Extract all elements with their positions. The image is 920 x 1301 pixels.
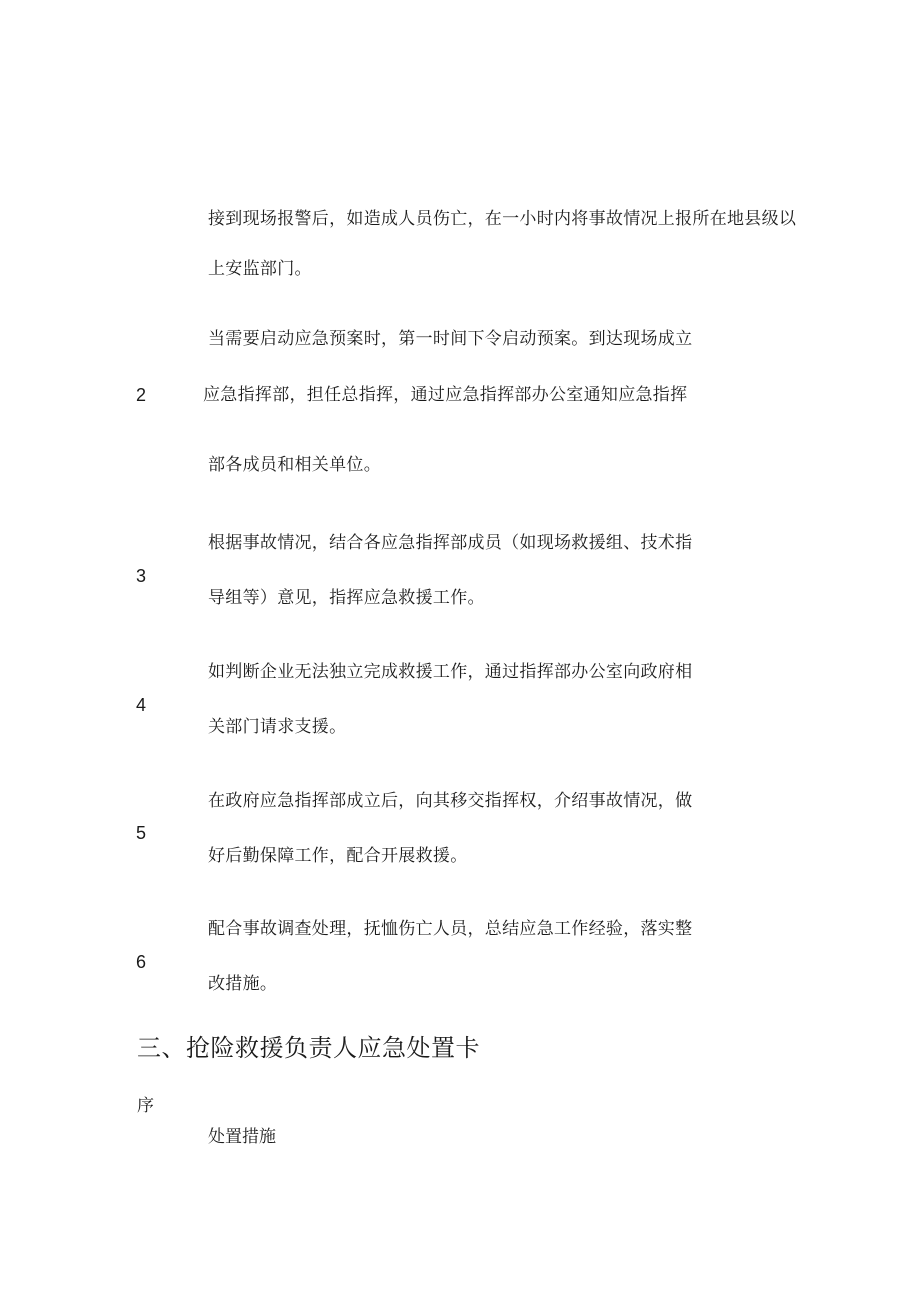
section-title: 三、抢险救援负责人应急处置卡	[137, 1034, 480, 1062]
row-6-number: 6	[136, 952, 147, 972]
row-4-line-2: 关部门请求支援。	[208, 717, 347, 737]
row-4-number: 4	[136, 695, 147, 715]
row-1-line-2: 上安监部门。	[208, 259, 312, 279]
row-6-line-1: 配合事故调查处理，抚恤伤亡人员，总结应急工作经验，落实整	[208, 919, 693, 939]
row-5-number: 5	[136, 823, 147, 843]
row-6-line-2: 改措施。	[208, 974, 278, 994]
row-2-line-3: 部各成员和相关单位。	[208, 455, 381, 475]
row-2-line-2: 应急指挥部，担任总指挥，通过应急指挥部办公室通知应急指挥	[203, 385, 688, 405]
row-4-line-1: 如判断企业无法独立完成救援工作，通过指挥部办公室向政府相	[208, 662, 693, 682]
row-5-line-2: 好后勤保障工作，配合开展救援。	[208, 846, 468, 866]
row-3-number: 3	[136, 566, 147, 586]
row-5-line-1: 在政府应急指挥部成立后，向其移交指挥权，介绍事故情况，做	[208, 791, 693, 811]
row-2-number: 2	[136, 385, 147, 405]
row-2-line-1: 当需要启动应急预案时，第一时间下令启动预案。到达现场成立	[208, 329, 693, 349]
table-header-measures: 处置措施	[208, 1127, 276, 1147]
row-3-line-1: 根据事故情况，结合各应急指挥部成员（如现场救援组、技术指	[208, 533, 693, 553]
row-1-line-1: 接到现场报警后，如造成人员伤亡，在一小时内将事故情况上报所在地县级以	[208, 209, 797, 229]
row-3-line-2: 导组等）意见，指挥应急救援工作。	[208, 588, 485, 608]
table-header-seq: 序	[137, 1096, 154, 1116]
